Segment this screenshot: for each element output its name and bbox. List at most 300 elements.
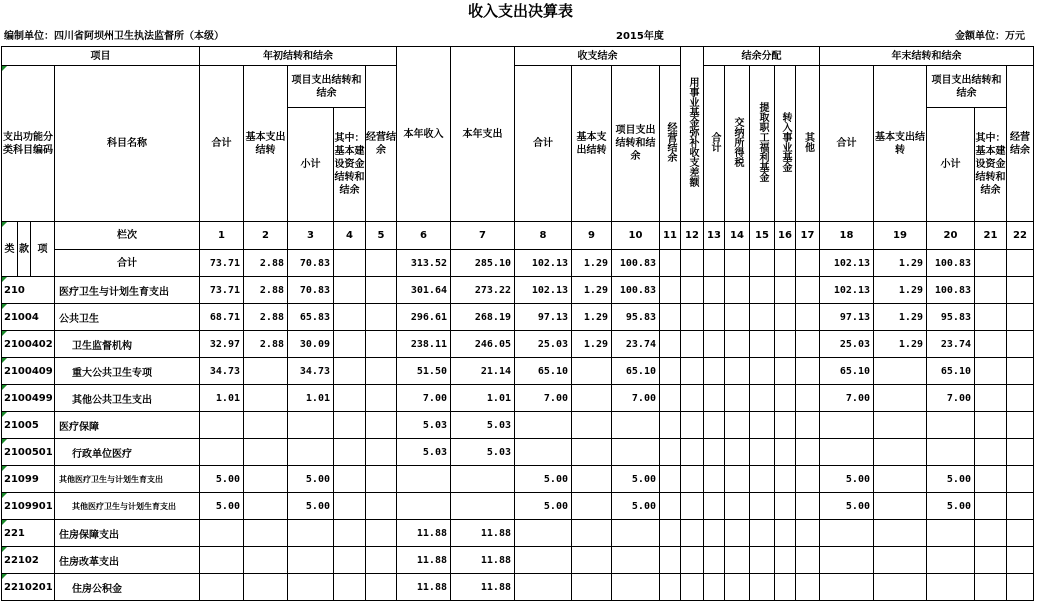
cell <box>704 520 725 547</box>
cell <box>725 412 750 439</box>
cell <box>681 547 704 574</box>
cell <box>874 520 927 547</box>
cell <box>366 547 397 574</box>
cell <box>975 277 1007 304</box>
cell: 23.74 <box>612 331 660 358</box>
cell: 5.00 <box>288 466 334 493</box>
cell <box>681 385 704 412</box>
cell <box>660 412 681 439</box>
cell: 285.10 <box>451 250 515 277</box>
cell <box>975 358 1007 385</box>
table-row <box>2 250 1034 277</box>
header-subject-name: 科目名称 <box>55 66 200 222</box>
cell <box>244 439 288 466</box>
cell: 268.19 <box>451 304 515 331</box>
cell <box>750 493 775 520</box>
cell <box>704 466 725 493</box>
cell: 1.29 <box>572 250 612 277</box>
cell <box>681 412 704 439</box>
row-name: 其他医疗卫生与计划生育支出 <box>55 493 200 520</box>
cell <box>288 412 334 439</box>
cell: 5.00 <box>515 466 572 493</box>
cell: 2.88 <box>244 304 288 331</box>
col-num: 6 <box>397 222 451 250</box>
cell: 100.83 <box>612 277 660 304</box>
cell <box>725 466 750 493</box>
cell <box>244 520 288 547</box>
cell <box>572 493 612 520</box>
cell: 1.29 <box>874 250 927 277</box>
cell: 25.03 <box>820 331 874 358</box>
cell <box>288 574 334 601</box>
cell <box>612 574 660 601</box>
col-num: 15 <box>750 222 775 250</box>
cell <box>750 574 775 601</box>
cell <box>244 385 288 412</box>
cell <box>366 385 397 412</box>
cell <box>572 439 612 466</box>
header-end-proj: 项目支出结转和结余 <box>927 66 1007 108</box>
cell <box>750 466 775 493</box>
cell <box>288 520 334 547</box>
cell: 65.10 <box>515 358 572 385</box>
row-name: 其他医疗卫生与计划生育支出 <box>55 466 200 493</box>
cell <box>200 412 244 439</box>
header-total: 合计 <box>200 66 244 222</box>
cell <box>820 520 874 547</box>
col-num: 1 <box>200 222 244 250</box>
cell <box>660 493 681 520</box>
row-code: 22102 <box>2 547 55 574</box>
cell <box>681 277 704 304</box>
cell <box>515 439 572 466</box>
cell <box>775 574 796 601</box>
cell <box>334 439 366 466</box>
cell: 5.03 <box>397 439 451 466</box>
cell <box>750 358 775 385</box>
cell <box>874 574 927 601</box>
cell <box>704 277 725 304</box>
cell <box>750 250 775 277</box>
table-row <box>2 277 1034 304</box>
header-dist-total-text: 合计 <box>709 131 720 152</box>
row-name: 公共卫生 <box>55 304 200 331</box>
cell: 296.61 <box>397 304 451 331</box>
cell <box>725 547 750 574</box>
row-code: 21099 <box>2 466 55 493</box>
col-num: 22 <box>1007 222 1034 250</box>
header-year-income: 本年收入 <box>397 47 451 222</box>
cell <box>725 250 750 277</box>
cell <box>750 304 775 331</box>
col-num: 19 <box>874 222 927 250</box>
cell: 5.00 <box>927 466 975 493</box>
cell: 70.83 <box>288 250 334 277</box>
cell <box>572 358 612 385</box>
cell <box>1007 574 1034 601</box>
cell <box>775 520 796 547</box>
table-row <box>2 520 1034 547</box>
cell <box>874 466 927 493</box>
cell <box>1007 520 1034 547</box>
cell <box>750 520 775 547</box>
col-num: 8 <box>515 222 572 250</box>
cell <box>1007 331 1034 358</box>
header-welfare-fund <box>750 66 775 222</box>
cell <box>704 574 725 601</box>
cell <box>334 250 366 277</box>
header-balance-proj: 项目支出结转和结余 <box>612 66 660 222</box>
header-kuan: 款 <box>18 222 31 277</box>
header-end-business: 经营结余 <box>1007 66 1034 222</box>
cell <box>681 331 704 358</box>
cell: 5.00 <box>927 493 975 520</box>
cell <box>200 547 244 574</box>
cell: 7.00 <box>927 385 975 412</box>
cell: 5.00 <box>200 466 244 493</box>
row-code: 210 <box>2 277 55 304</box>
cell <box>750 277 775 304</box>
cell <box>975 439 1007 466</box>
cell <box>1007 547 1034 574</box>
cell <box>366 250 397 277</box>
cell <box>366 304 397 331</box>
col-num: 7 <box>451 222 515 250</box>
cell: 7.00 <box>820 385 874 412</box>
row-code: 2100409 <box>2 358 55 385</box>
cell <box>704 304 725 331</box>
cell <box>572 574 612 601</box>
cell: 1.29 <box>874 277 927 304</box>
cell <box>451 466 515 493</box>
cell <box>366 493 397 520</box>
cell <box>681 574 704 601</box>
cell <box>1007 466 1034 493</box>
cell <box>515 547 572 574</box>
header-subtotal: 小计 <box>288 108 334 222</box>
header-end-balance: 年末结转和结余 <box>820 47 1034 66</box>
cell <box>334 331 366 358</box>
cell <box>750 412 775 439</box>
cell: 95.83 <box>612 304 660 331</box>
header-fund-offset-text: 用事业基金弥补收支差额 <box>687 77 698 187</box>
fiscal-year: 2015年度 <box>616 31 664 42</box>
cell: 11.88 <box>397 574 451 601</box>
cell: 102.13 <box>820 277 874 304</box>
cell: 5.00 <box>820 466 874 493</box>
cell <box>775 304 796 331</box>
header-proj-carry: 项目支出结转和结余 <box>288 66 366 108</box>
header-to-career-fund <box>775 66 796 222</box>
header-end-basic: 基本支出结转 <box>874 66 927 222</box>
cell: 2.88 <box>244 277 288 304</box>
cell <box>975 466 1007 493</box>
cell <box>366 466 397 493</box>
col-num: 16 <box>775 222 796 250</box>
cell <box>244 547 288 574</box>
cell <box>775 331 796 358</box>
header-distribution: 结余分配 <box>704 47 820 66</box>
cell <box>704 439 725 466</box>
cell <box>927 439 975 466</box>
cell: 70.83 <box>288 277 334 304</box>
cell: 7.00 <box>515 385 572 412</box>
table-row <box>2 574 1034 601</box>
cell <box>874 493 927 520</box>
cell <box>927 520 975 547</box>
cell <box>612 412 660 439</box>
compiling-unit: 编制单位：四川省阿坝州卫生执法监督所（本级） <box>4 31 224 42</box>
header-end-subtotal: 小计 <box>927 108 975 222</box>
cell: 5.00 <box>820 493 874 520</box>
cell <box>200 439 244 466</box>
cell: 1.01 <box>200 385 244 412</box>
row-name: 住房保障支出 <box>55 520 200 547</box>
cell <box>796 574 820 601</box>
cell <box>796 412 820 439</box>
cell: 32.97 <box>200 331 244 358</box>
cell <box>288 439 334 466</box>
cell <box>874 385 927 412</box>
header-balance-basic: 基本支出结转 <box>572 66 612 222</box>
cell: 1.01 <box>451 385 515 412</box>
cell: 5.00 <box>288 493 334 520</box>
cell: 11.88 <box>451 547 515 574</box>
col-num: 17 <box>796 222 820 250</box>
cell <box>750 331 775 358</box>
cell <box>796 520 820 547</box>
header-project: 项目 <box>2 47 200 66</box>
cell: 238.11 <box>397 331 451 358</box>
cell <box>334 520 366 547</box>
cell <box>725 304 750 331</box>
col-num: 21 <box>975 222 1007 250</box>
cell <box>796 358 820 385</box>
row-code: 2100501 <box>2 439 55 466</box>
cell: 30.09 <box>288 331 334 358</box>
cell: 7.00 <box>397 385 451 412</box>
cell <box>775 493 796 520</box>
header-business-surplus: 经营结余 <box>366 66 397 222</box>
header-lei: 类 <box>2 222 18 277</box>
col-num: 4 <box>334 222 366 250</box>
cell: 102.13 <box>515 277 572 304</box>
cell <box>704 250 725 277</box>
cell <box>681 304 704 331</box>
cell <box>975 250 1007 277</box>
cell <box>334 574 366 601</box>
cell: 2.88 <box>244 331 288 358</box>
cell: 5.00 <box>612 493 660 520</box>
cell <box>1007 439 1034 466</box>
cell <box>725 277 750 304</box>
cell <box>660 574 681 601</box>
cell: 5.00 <box>515 493 572 520</box>
header-fund-offset <box>681 47 704 222</box>
cell <box>975 385 1007 412</box>
cell <box>704 547 725 574</box>
cell <box>1007 277 1034 304</box>
cell <box>572 412 612 439</box>
cell <box>397 493 451 520</box>
header-income-tax-text: 交纳所得税 <box>732 116 743 167</box>
cell <box>660 520 681 547</box>
cell: 5.00 <box>200 493 244 520</box>
cell <box>975 493 1007 520</box>
table-row <box>2 547 1034 574</box>
col-num: 10 <box>612 222 660 250</box>
cell: 5.00 <box>612 466 660 493</box>
cell <box>681 250 704 277</box>
report-title: 收入支出决算表 <box>467 2 573 20</box>
cell <box>975 520 1007 547</box>
cell: 11.88 <box>397 520 451 547</box>
cell <box>796 385 820 412</box>
cell <box>515 574 572 601</box>
cell <box>775 547 796 574</box>
cell: 301.64 <box>397 277 451 304</box>
cell <box>366 277 397 304</box>
cell: 34.73 <box>200 358 244 385</box>
col-num: 2 <box>244 222 288 250</box>
cell <box>820 574 874 601</box>
cell <box>775 412 796 439</box>
header-start-balance: 年初结转和结余 <box>200 47 397 66</box>
header-to-career-fund-text: 转入事业基金 <box>780 111 791 172</box>
cell: 1.29 <box>572 331 612 358</box>
cell <box>334 466 366 493</box>
cell: 97.13 <box>515 304 572 331</box>
cell <box>750 439 775 466</box>
row-name: 医疗保障 <box>55 412 200 439</box>
cell <box>704 358 725 385</box>
cell <box>660 250 681 277</box>
cell <box>200 574 244 601</box>
col-num: 13 <box>704 222 725 250</box>
col-num: 20 <box>927 222 975 250</box>
row-name: 住房公积金 <box>55 574 200 601</box>
header-year-expense: 本年支出 <box>451 47 515 222</box>
cell: 73.71 <box>200 277 244 304</box>
cell <box>1007 304 1034 331</box>
header-of-which-capital: 其中：基本建设资金结转和结余 <box>334 108 366 222</box>
cell: 313.52 <box>397 250 451 277</box>
col-num: 3 <box>288 222 334 250</box>
cell <box>334 277 366 304</box>
cell <box>244 466 288 493</box>
table-row <box>2 493 1034 520</box>
header-end-of-which: 其中：基本建设资金结转和结余 <box>975 108 1007 222</box>
row-name: 其他公共卫生支出 <box>55 385 200 412</box>
cell <box>660 304 681 331</box>
cell: 65.10 <box>612 358 660 385</box>
cell: 73.71 <box>200 250 244 277</box>
cell <box>725 493 750 520</box>
cell <box>660 358 681 385</box>
cell <box>820 412 874 439</box>
cell <box>704 331 725 358</box>
row-code: 2100402 <box>2 331 55 358</box>
cell <box>796 493 820 520</box>
cell <box>612 439 660 466</box>
cell <box>515 520 572 547</box>
cell: 11.88 <box>397 547 451 574</box>
cell <box>975 547 1007 574</box>
cell <box>927 412 975 439</box>
cell <box>288 547 334 574</box>
header-lanci: 栏次 <box>55 222 200 250</box>
cell: 25.03 <box>515 331 572 358</box>
cell: 1.29 <box>874 331 927 358</box>
cell <box>775 277 796 304</box>
cell <box>397 466 451 493</box>
row-code: 21004 <box>2 304 55 331</box>
cell <box>725 574 750 601</box>
cell <box>334 547 366 574</box>
cell <box>366 574 397 601</box>
header-balance-business <box>660 66 681 222</box>
cell <box>725 358 750 385</box>
table-row <box>2 439 1034 466</box>
cell <box>725 331 750 358</box>
cell <box>775 466 796 493</box>
cell <box>244 493 288 520</box>
cell <box>572 466 612 493</box>
cell <box>200 520 244 547</box>
table-row <box>2 331 1034 358</box>
cell <box>796 547 820 574</box>
cell: 7.00 <box>612 385 660 412</box>
header-welfare-fund-text: 提取职工福利基金 <box>757 101 768 182</box>
cell: 1.29 <box>874 304 927 331</box>
row-name: 合计 <box>55 250 200 277</box>
cell <box>775 358 796 385</box>
cell <box>244 358 288 385</box>
cell: 51.50 <box>397 358 451 385</box>
cell <box>796 439 820 466</box>
cell: 273.22 <box>451 277 515 304</box>
cell <box>725 439 750 466</box>
cell: 21.14 <box>451 358 515 385</box>
col-num: 9 <box>572 222 612 250</box>
cell <box>681 520 704 547</box>
cell <box>451 493 515 520</box>
cell <box>775 439 796 466</box>
row-code: 221 <box>2 520 55 547</box>
cell <box>515 412 572 439</box>
cell <box>796 331 820 358</box>
cell: 5.03 <box>451 439 515 466</box>
table-row <box>2 304 1034 331</box>
cell <box>796 304 820 331</box>
cell <box>572 520 612 547</box>
cell: 95.83 <box>927 304 975 331</box>
cell <box>660 547 681 574</box>
cell: 2.88 <box>244 250 288 277</box>
cell: 1.29 <box>572 304 612 331</box>
row-name: 住房改革支出 <box>55 547 200 574</box>
cell <box>334 493 366 520</box>
col-num: 14 <box>725 222 750 250</box>
cell: 100.83 <box>927 277 975 304</box>
cell <box>572 547 612 574</box>
amount-unit: 金额单位：万元 <box>955 31 1025 42</box>
cell <box>244 574 288 601</box>
table-row <box>2 358 1034 385</box>
cell: 11.88 <box>451 520 515 547</box>
cell: 97.13 <box>820 304 874 331</box>
cell <box>775 385 796 412</box>
